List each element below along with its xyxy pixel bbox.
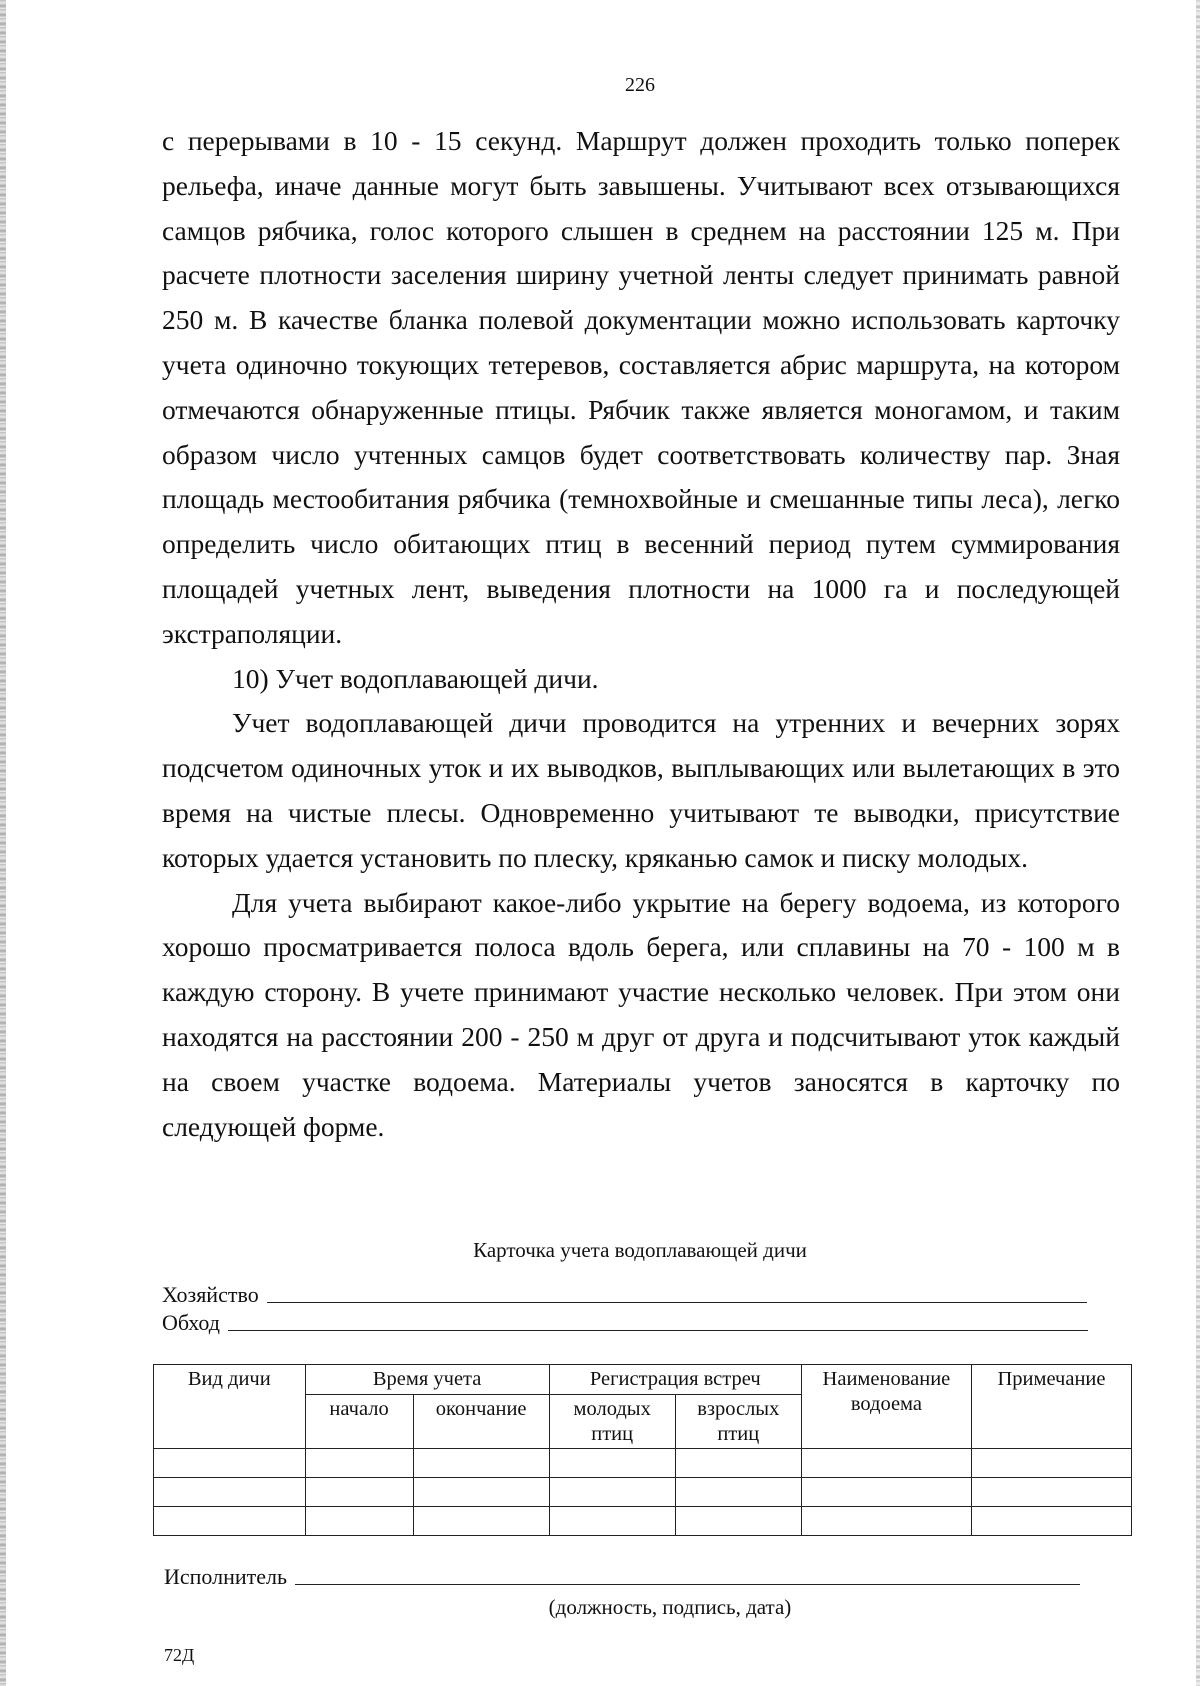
route-field	[162, 1310, 1088, 1336]
table-cell	[972, 1449, 1132, 1478]
table-cell	[154, 1507, 306, 1536]
farm-field	[162, 1282, 1087, 1308]
record-table	[153, 1364, 1132, 1536]
table-cell	[413, 1507, 549, 1536]
farm-blank-line	[267, 1302, 1087, 1303]
table-cell	[675, 1449, 801, 1478]
signature-field	[164, 1564, 1080, 1590]
sheet-code: 72Д	[164, 1645, 195, 1665]
header-registration: Регистрация встреч	[549, 1365, 801, 1395]
header-time-end: окончание	[413, 1395, 549, 1449]
signature-caption: (должность, подпись, дата)	[548, 1595, 792, 1619]
header-kind: Вид дичи	[154, 1365, 306, 1449]
table-row	[154, 1507, 1132, 1536]
header-note: Примечание	[972, 1365, 1132, 1449]
header-adult: взрослых птиц	[675, 1395, 801, 1449]
table-row	[154, 1478, 1132, 1507]
card-title: Карточка учета водоплавающей дичи	[473, 1238, 807, 1262]
table-cell	[549, 1478, 675, 1507]
signature-label: Исполнитель	[164, 1564, 288, 1589]
header-time: Время учета	[305, 1365, 549, 1395]
signature-blank-line	[295, 1584, 1080, 1585]
header-time-start: начало	[305, 1395, 413, 1449]
header-young: молодых птиц	[549, 1395, 675, 1449]
table-cell	[675, 1507, 801, 1536]
table-cell	[801, 1507, 971, 1536]
scan-edge-right	[1196, 0, 1200, 1686]
header-water-body: Наименование водоема	[801, 1365, 971, 1449]
table-row	[154, 1449, 1132, 1478]
table-cell	[154, 1449, 306, 1478]
route-label: Обход	[162, 1310, 220, 1335]
table-cell	[413, 1449, 549, 1478]
paragraph-2: Учет водоплавающей дичи проводится на утренних и вечерних зорях подсчетом одиночных уток и их выводков, выплывающих или вылетающих в это время на чистые плесы. Одновременно учитывают те выводки, присутствие которых удается установить по плеску, кряканью самок и писку молодых.	[162, 707, 1120, 873]
table-cell	[972, 1478, 1132, 1507]
farm-label: Хозяйство	[162, 1282, 259, 1307]
table-cell	[305, 1449, 413, 1478]
route-blank-line	[228, 1330, 1088, 1331]
section-heading: 10) Учет водоплавающей дичи.	[232, 662, 599, 694]
body-text	[162, 119, 1120, 1149]
table-cell	[305, 1478, 413, 1507]
paragraph-3: Для учета выбирают какое-либо укрытие на берегу водоема, из которого хорошо просматривается полоса вдоль берега, или сплавины на 70 - 100 м в каждую сторону. В учете принимают участие несколько человек. При этом они находятся на расстоянии 200 - 250 м друг от друга и подсчитывают уток каждый на своем участке водоема. Материалы учетов заносятся в карточку по следующей форме.	[162, 886, 1120, 1142]
paragraph-1: с перерывами в 10 - 15 секунд. Маршрут должен проходить только поперек рельефа, иначе данные могут быть завышены. Учитывают всех отзывающихся самцов рябчика, голос которого слышен в среднем на расстоянии 125 м. При расчете плотности заселения ширину учетной ленты следует принимать равной 250 м. В качестве бланка полевой документации можно использовать карточку учета одиночно токующих тетеревов, составляется абрис маршрута, на котором отмечаются обнаруженные птицы. Рябчик также является моногамом, и таким образом число учтенных самцов будет соответствовать количеству пар. Зная площадь местообитания рябчика (темнохвойные и смешанные типы леса), легко определить число обитающих птиц в весенний период путем суммирования площадей учетных лент, выведения плотности на 1000 га и последующей экстраполяции.	[162, 125, 1120, 649]
table-cell	[675, 1478, 801, 1507]
table-cell	[549, 1449, 675, 1478]
table-cell	[549, 1507, 675, 1536]
table-cell	[305, 1507, 413, 1536]
scan-edge-left	[0, 0, 6, 1686]
table-cell	[972, 1507, 1132, 1536]
table-cell	[801, 1449, 971, 1478]
page-number: 226	[625, 74, 655, 96]
table-cell	[413, 1478, 549, 1507]
table-header-row-1	[154, 1365, 1132, 1395]
table-cell	[801, 1478, 971, 1507]
table-cell	[154, 1478, 306, 1507]
